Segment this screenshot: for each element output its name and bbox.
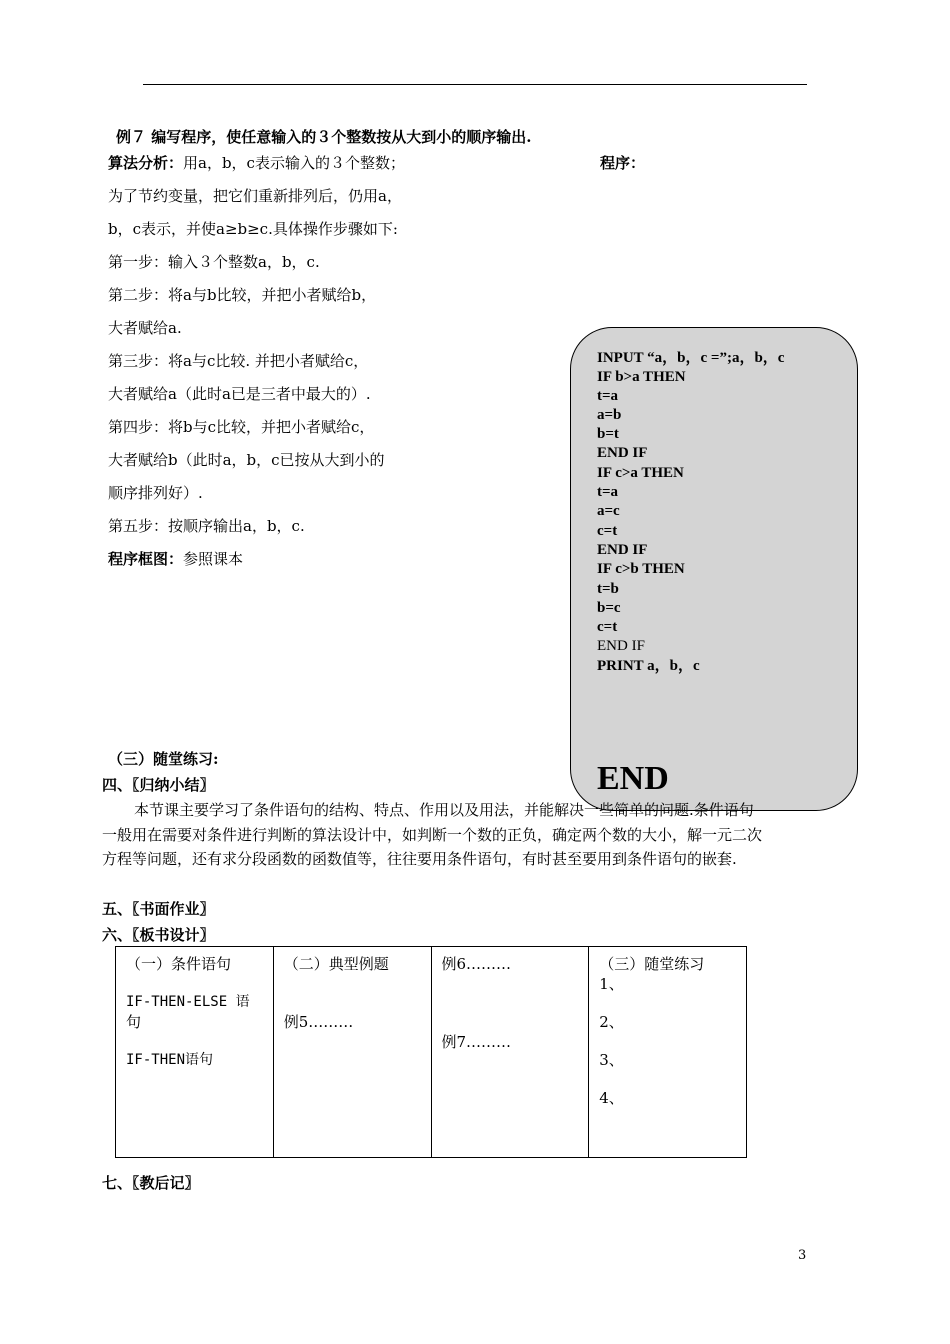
homework-heading: 五、〖书面作业〗 [102, 900, 215, 918]
code-line: b=c [597, 600, 621, 616]
summary-paragraph: 本节课主要学习了条件语句的结构、特点、作用以及用法，并能解决一些简单的问题.条件语句一般用在需要对条件进行判断的算法设计中，如判断一个数的正负，确定两个数的大小，解一元二次方程等问题，还有求分段函数的函数值等，往往要用条件语句，有时甚至要用到条件语句的嵌套. [102, 801, 763, 868]
board-col1-item: IF-THEN-ELSE 语 [126, 994, 250, 1010]
step-line: b，c表示，并使a≥b≥c.具体操作步骤如下: [108, 220, 398, 238]
summary-heading: 四、〖归纳小结〗 [102, 776, 215, 794]
board-col4-item: 3、 [599, 1051, 624, 1069]
code-line: END IF [597, 542, 648, 558]
analysis-label: 算法分析： [108, 154, 184, 172]
analysis-line [108, 154, 405, 172]
code-line: c=t [597, 523, 618, 539]
board-col2-item: 例5……… [283, 1013, 354, 1031]
step-line: 第二步：将a与b比较，并把小者赋给b， [108, 286, 377, 304]
board-col2-title: （二）典型例题 [283, 955, 389, 973]
step-line: 第三步：将a与c比较. 并把小者赋给c， [108, 352, 369, 370]
analysis-text: 用a，b，c表示输入的３个整数； [183, 154, 405, 172]
board-design-table [115, 946, 747, 1158]
code-line: END IF [597, 638, 645, 654]
flowchart-text: 参照课本 [183, 550, 244, 568]
board-cell-more-examples [431, 947, 589, 1158]
program-label: 程序： [600, 154, 646, 172]
code-line: IF b>a THEN [597, 369, 686, 385]
board-col3-item: 例7……… [441, 1033, 512, 1051]
code-line: t=b [597, 581, 619, 597]
code-line: t=a [597, 388, 619, 404]
code-line: t=a [597, 484, 619, 500]
board-col4-title: （三）随堂练习 [599, 955, 705, 973]
code-line: INPUT “a，b，c =”;a，b，c [597, 350, 785, 366]
step-line: 第四步：将b与c比较，并把小者赋给c， [108, 418, 375, 436]
step-line: 大者赋给a（此时a已是三者中最大的）. [108, 385, 371, 403]
board-col4-item: 2、 [599, 1013, 624, 1031]
code-line: END IF [597, 445, 648, 461]
flowchart-label: 程序框图： [108, 550, 184, 568]
program-code-box [570, 327, 858, 811]
code-end: END [597, 760, 669, 797]
step-line: 大者赋给b（此时a，b，c已按从大到小的 [108, 451, 385, 469]
board-cell-conditional [116, 947, 274, 1158]
code-line: b=t [597, 426, 619, 442]
step-line: 为了节约变量，把它们重新排列后，仍用a， [108, 187, 402, 205]
board-col1-title: （一）条件语句 [126, 955, 232, 973]
code-line: c=t [597, 619, 618, 635]
code-line: a=b [597, 407, 622, 423]
board-col4-item: 1、 [599, 975, 624, 993]
board-cell-examples [273, 947, 431, 1158]
code-line: IF c>a THEN [597, 465, 684, 481]
header-rule [143, 84, 807, 85]
code-line: a=c [597, 503, 620, 519]
page-number: 3 [798, 1248, 807, 1263]
step-line: 第五步：按顺序输出a，b，c. [108, 517, 305, 535]
board-heading: 六、〖板书设计〗 [102, 926, 215, 944]
practice-heading: （三）随堂练习: [108, 750, 219, 768]
board-col4-item: 4、 [599, 1089, 624, 1107]
step-line: 顺序排列好）. [108, 484, 203, 502]
board-cell-practice [589, 947, 747, 1158]
example-title: 例７ 编写程序，使任意输入的３个整数按从大到小的顺序输出. [116, 128, 532, 146]
board-col3-item: 例6……… [441, 955, 512, 973]
code-line: PRINT a，b，c [597, 658, 700, 674]
step-line: 第一步：输入３个整数a，b，c. [108, 253, 320, 271]
board-col1-item: IF-THEN语句 [126, 1052, 214, 1068]
step-line: 大者赋给a. [108, 319, 182, 337]
board-col1-item: 句 [126, 1013, 142, 1031]
code-line: IF c>b THEN [597, 561, 685, 577]
reflection-heading: 七、〖教后记〗 [102, 1174, 200, 1192]
flowchart-line [108, 550, 243, 568]
